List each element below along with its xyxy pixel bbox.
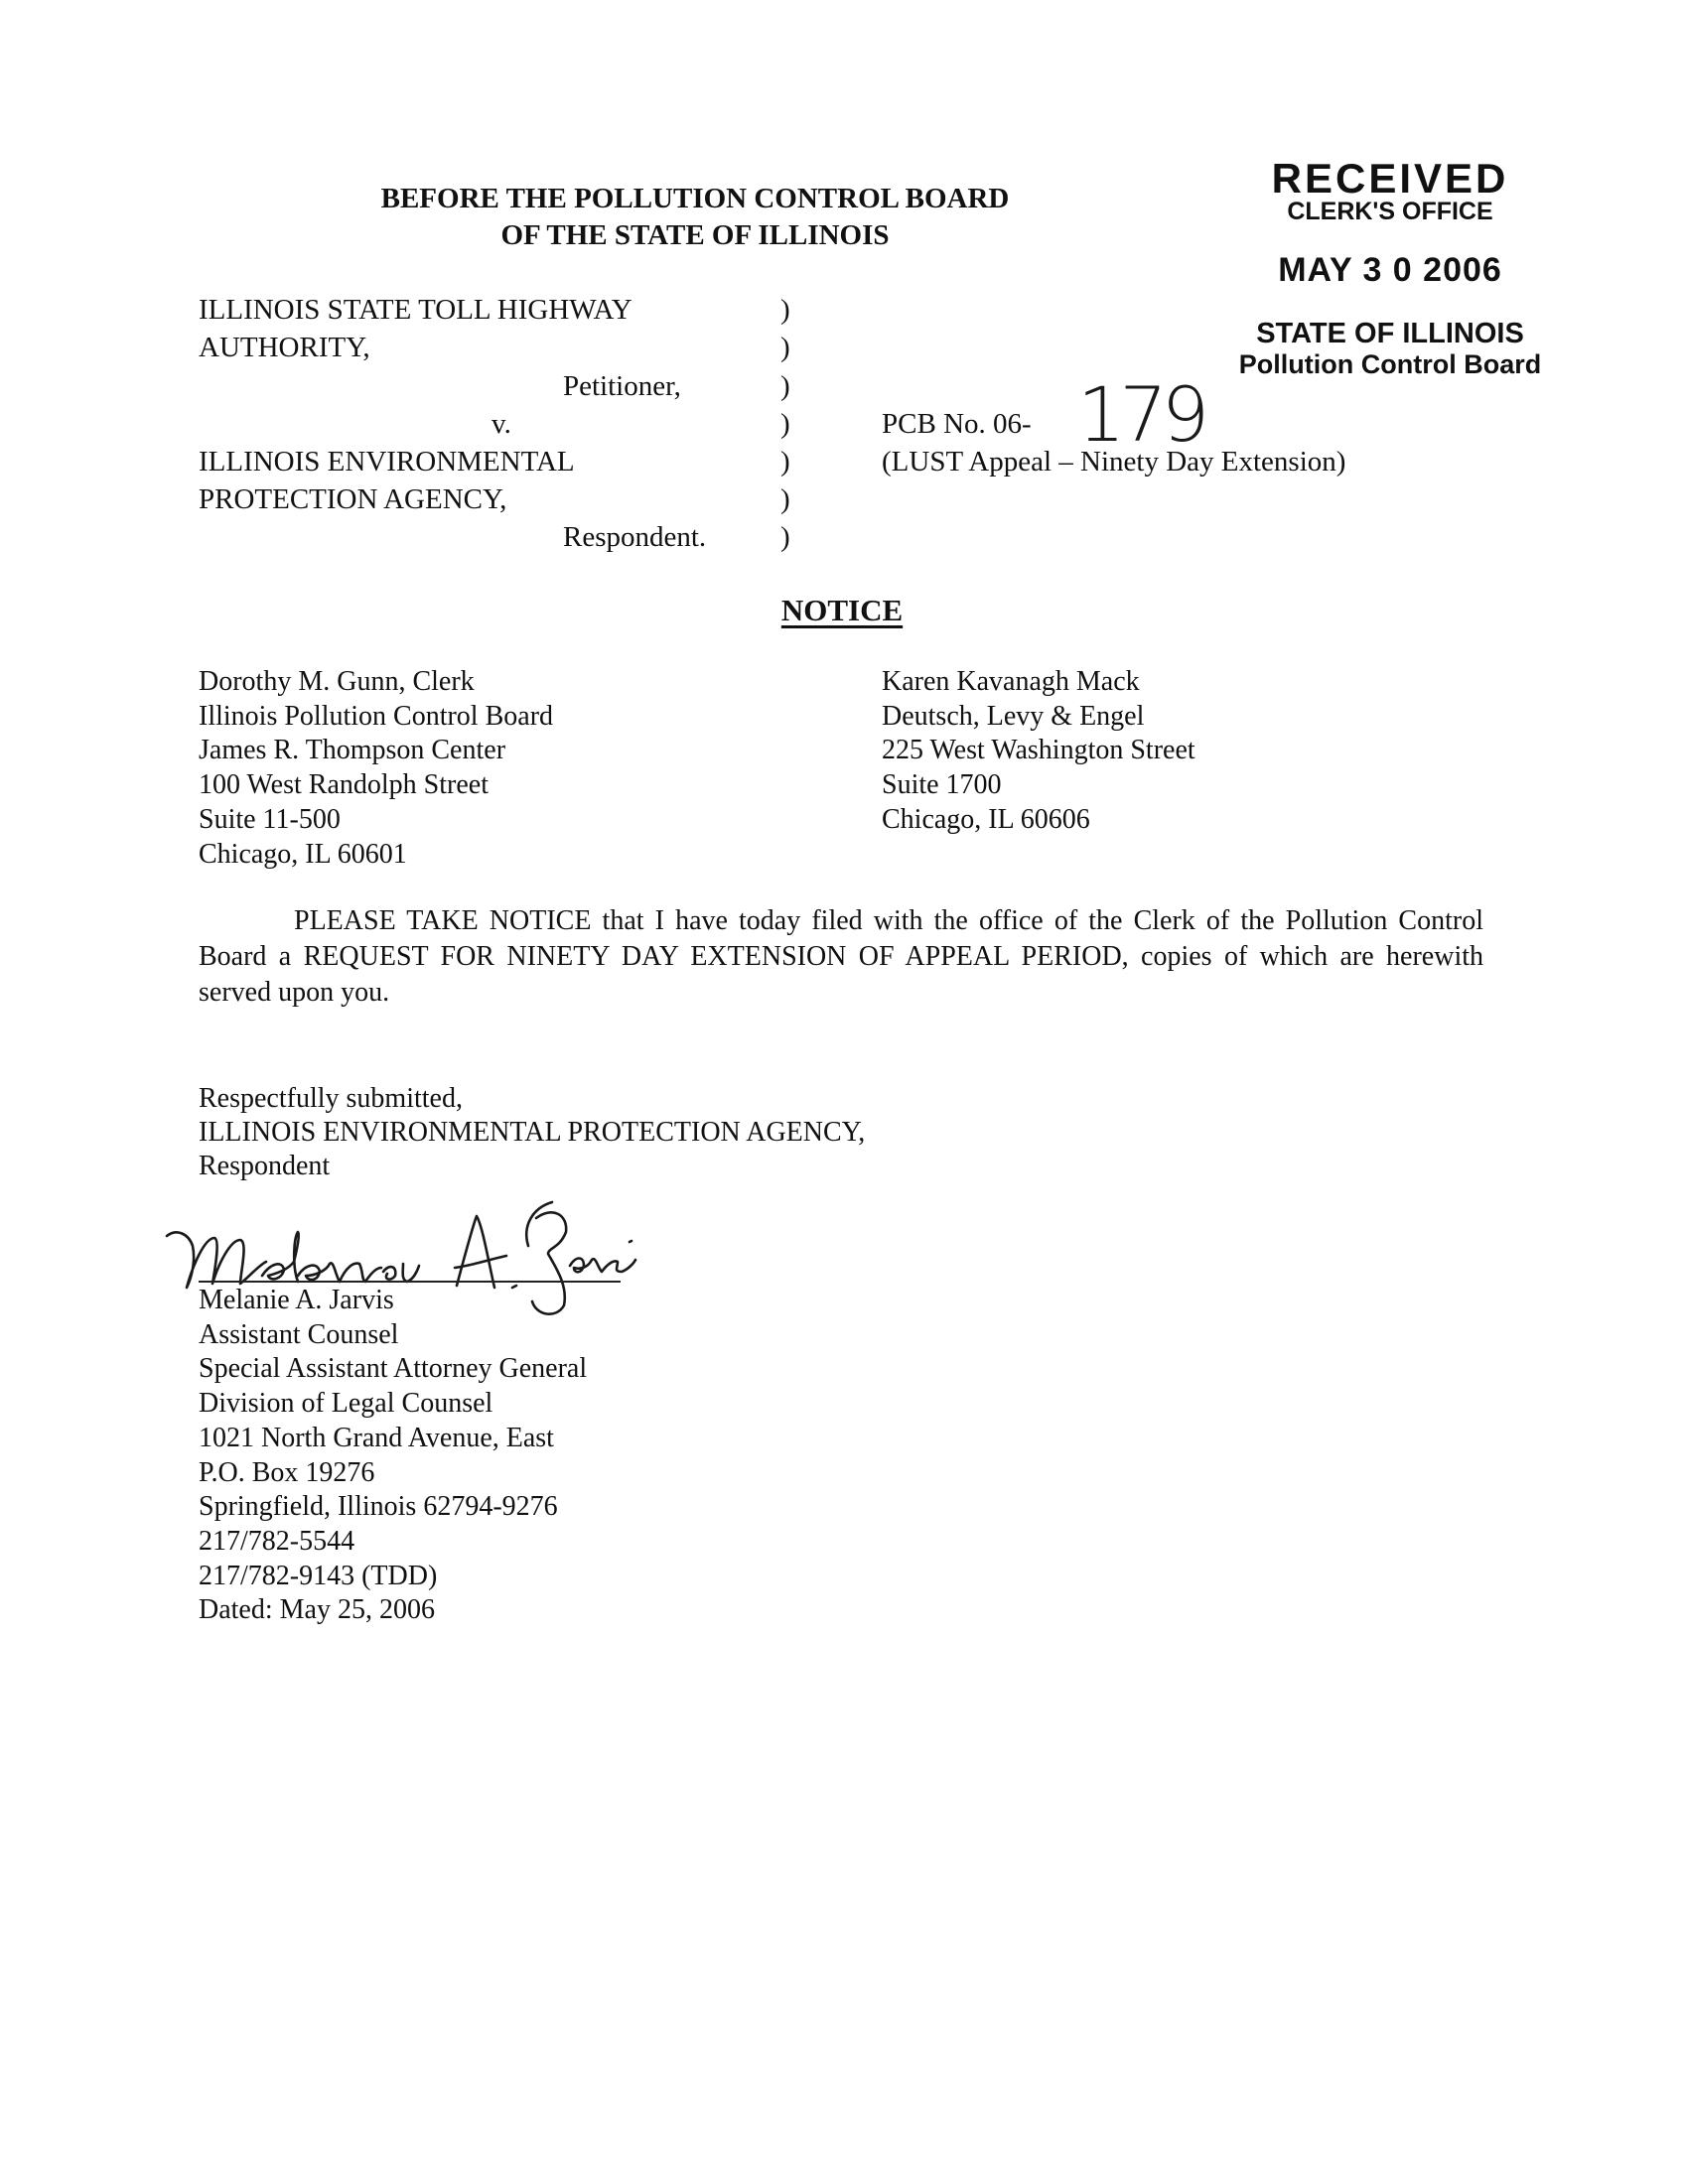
case-number: PCB No. 06- <box>882 408 1032 440</box>
stamp-clerks-office: CLERK'S OFFICE <box>1287 198 1493 225</box>
caption-paren: ) <box>780 294 790 326</box>
stamp-board: Pollution Control Board <box>1238 349 1542 379</box>
addressee-line: Chicago, IL 60606 <box>882 803 1090 835</box>
court-heading-line1: BEFORE THE POLLUTION CONTROL BOARD <box>380 183 1010 214</box>
signer-po-box: P.O. Box 19276 <box>199 1456 375 1488</box>
court-heading <box>199 181 1192 254</box>
addressee-line: Chicago, IL 60601 <box>199 838 407 870</box>
notice-title-text: NOTICE <box>780 593 904 627</box>
handwritten-case-number: 179 <box>1077 370 1204 459</box>
caption-respondent-line1: ILLINOIS ENVIRONMENTAL <box>199 446 575 478</box>
caption-paren: ) <box>780 483 790 515</box>
caption-paren: ) <box>780 521 790 553</box>
agency-name: ILLINOIS ENVIRONMENTAL PROTECTION AGENCY, <box>199 1117 866 1148</box>
agency-role: Respondent <box>199 1151 331 1181</box>
signer-dated: Dated: May 25, 2006 <box>199 1594 435 1626</box>
addressee-clerk <box>199 665 553 872</box>
addressee-line: Suite 1700 <box>882 769 1002 801</box>
caption-respondent-label: Respondent. <box>563 521 707 553</box>
addressee-line: Suite 11-500 <box>199 803 341 835</box>
addressee-line: 100 West Randolph Street <box>199 769 489 801</box>
signer-phone: 217/782-5544 <box>199 1525 355 1557</box>
received-stamp <box>1221 155 1559 379</box>
notice-body-text: PLEASE TAKE NOTICE that I have today filed with the office of the Clerk of the Pollution Control Board a REQUEST FOR NINETY DAY EXTENSION OF APPEAL PERIOD, copies of which are herewith served upon you. <box>199 905 1483 1008</box>
caption-paren: ) <box>780 370 790 402</box>
signer-street: 1021 North Grand Avenue, East <box>199 1422 554 1453</box>
caption-petitioner-line2: AUTHORITY, <box>199 332 370 363</box>
signer-title-2: Special Assistant Attorney General <box>199 1353 588 1385</box>
case-type: (LUST Appeal – Ninety Day Extension) <box>882 446 1346 478</box>
caption-paren: ) <box>780 408 790 440</box>
caption-paren: ) <box>780 446 790 478</box>
signer-tdd: 217/782-9143 (TDD) <box>199 1560 438 1591</box>
closing: Respectfully submitted, <box>199 1083 463 1114</box>
addressee-line: Illinois Pollution Control Board <box>199 700 554 732</box>
signer-city: Springfield, Illinois 62794-9276 <box>199 1491 558 1523</box>
addressee-line: James R. Thompson Center <box>199 735 506 766</box>
signer-title: Assistant Counsel <box>199 1318 399 1350</box>
signature-line <box>199 1281 621 1283</box>
addressee-counsel <box>882 665 1195 838</box>
stamp-state: STATE OF ILLINOIS <box>1256 318 1524 349</box>
caption-versus: v. <box>491 408 511 440</box>
caption-petitioner-label: Petitioner, <box>563 370 681 402</box>
addressee-line: Deutsch, Levy & Engel <box>882 700 1145 732</box>
caption-paren: ) <box>780 332 790 363</box>
stamp-date: MAY 3 0 2006 <box>1278 251 1502 289</box>
notice-title <box>0 593 1684 628</box>
notice-body <box>199 903 1483 1011</box>
stamp-received: RECEIVED <box>1271 155 1509 202</box>
signature-block <box>199 1284 587 1628</box>
court-heading-line2: OF THE STATE OF ILLINOIS <box>500 219 890 251</box>
addressee-line: 225 West Washington Street <box>882 735 1195 766</box>
addressee-line: Dorothy M. Gunn, Clerk <box>199 666 475 697</box>
addressee-line: Karen Kavanagh Mack <box>882 666 1140 697</box>
signer-division: Division of Legal Counsel <box>199 1388 493 1420</box>
caption-respondent-line2: PROTECTION AGENCY, <box>199 483 507 515</box>
caption-petitioner-line1: ILLINOIS STATE TOLL HIGHWAY <box>199 294 632 326</box>
signer-name: Melanie A. Jarvis <box>199 1285 394 1315</box>
